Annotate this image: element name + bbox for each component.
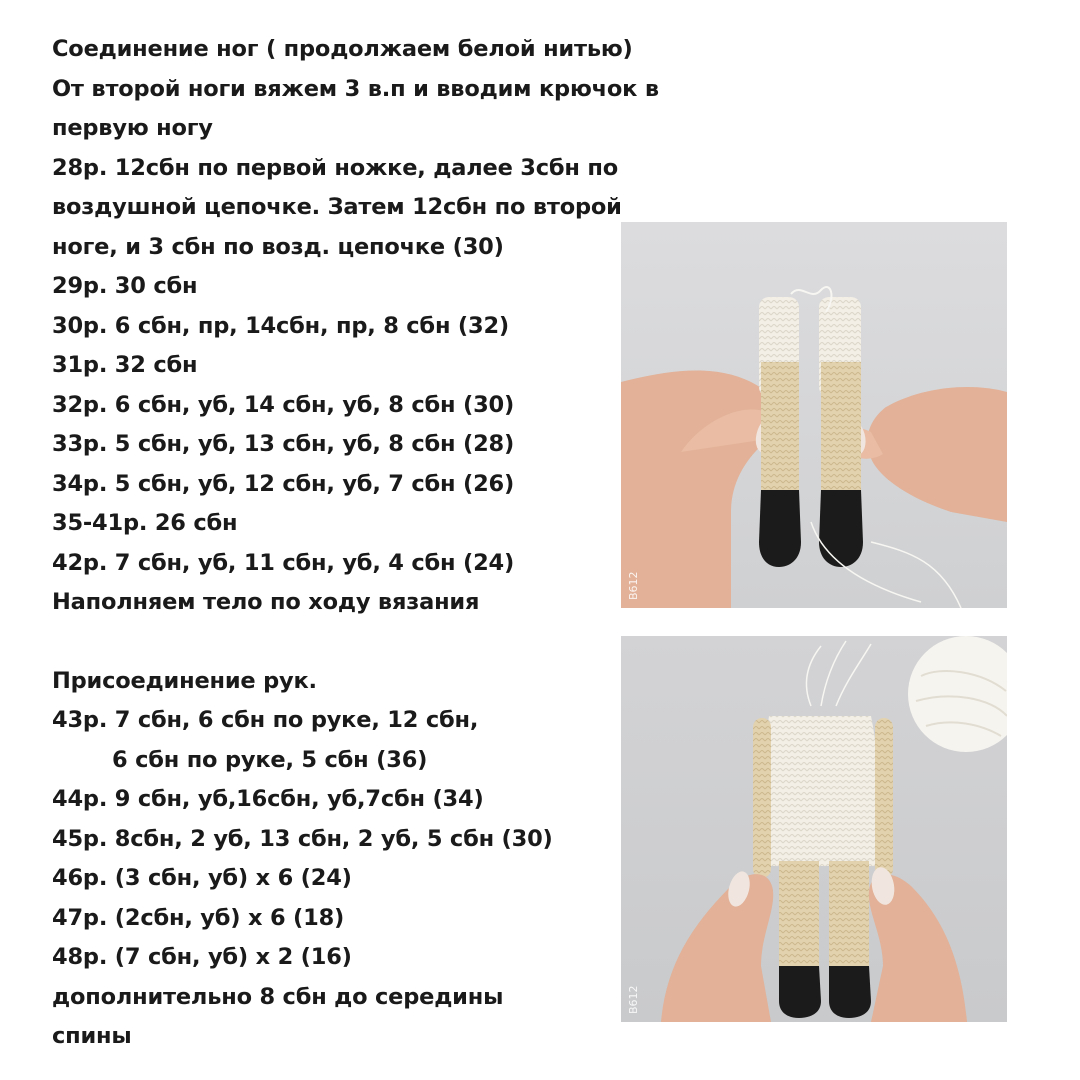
row-33: 33р. 5 сбн, уб, 13 сбн, уб, 8 сбн (28) <box>52 431 515 457</box>
row-29: 29р. 30 сбн <box>52 273 198 299</box>
row-47: 47р. (2сбн, уб) х 6 (18) <box>52 904 345 931</box>
row-34: 34р. 5 сбн, уб, 12 сбн, уб, 7 сбн (26) <box>52 470 515 497</box>
row-46: 46р. (3 сбн, уб) х 6 (24) <box>52 865 352 891</box>
row-42: 42р. 7 сбн, уб, 11 сбн, уб, 4 сбн (24) <box>52 549 515 576</box>
photo-watermark: B612 <box>627 985 640 1014</box>
row-30: 30р. 6 сбн, пр, 14сбн, пр, 8 сбн (32) <box>52 312 510 339</box>
legs-illustration <box>621 222 1007 608</box>
section-title-legs: Соединение ног ( продолжаем белой нитью) <box>52 36 633 62</box>
photo-watermark: B612 <box>627 571 640 600</box>
extra-note-cont: спины <box>52 1023 132 1049</box>
row-28: 28р. 12сбн по первой ножке, далее 3сбн по <box>52 154 618 181</box>
instruction-line: От второй ноги вяжем 3 в.п и вводим крючок в <box>52 75 659 102</box>
stuffing-note: Наполняем тело по ходу вязания <box>52 589 480 615</box>
extra-note: дополнительно 8 сбн до середины <box>52 983 504 1010</box>
body-illustration <box>621 636 1007 1022</box>
row-32: 32р. 6 сбн, уб, 14 сбн, уб, 8 сбн (30) <box>52 391 515 418</box>
row-31: 31р. 32 сбн <box>52 352 198 378</box>
section-title-arms: Присоединение рук. <box>52 667 317 694</box>
row-28-cont: ноге, и 3 сбн по возд. цепочке (30) <box>52 233 504 260</box>
instruction-line: первую ногу <box>52 115 213 141</box>
row-44: 44р. 9 сбн, уб,16сбн, уб,7сбн (34) <box>52 786 484 812</box>
photo-body <box>621 636 1007 1022</box>
row-48: 48р. (7 сбн, уб) х 2 (16) <box>52 944 352 970</box>
row-43: 43р. 7 сбн, 6 сбн по руке, 12 сбн, <box>52 707 479 733</box>
row-28-cont: воздушной цепочке. Затем 12сбн по второй <box>52 194 622 220</box>
row-43-cont: 6 сбн по руке, 5 сбн (36) <box>112 746 428 773</box>
photo-legs <box>621 222 1007 608</box>
row-35-41: 35-41р. 26 сбн <box>52 510 238 536</box>
row-45: 45р. 8сбн, 2 уб, 13 сбн, 2 уб, 5 сбн (30) <box>52 825 553 852</box>
